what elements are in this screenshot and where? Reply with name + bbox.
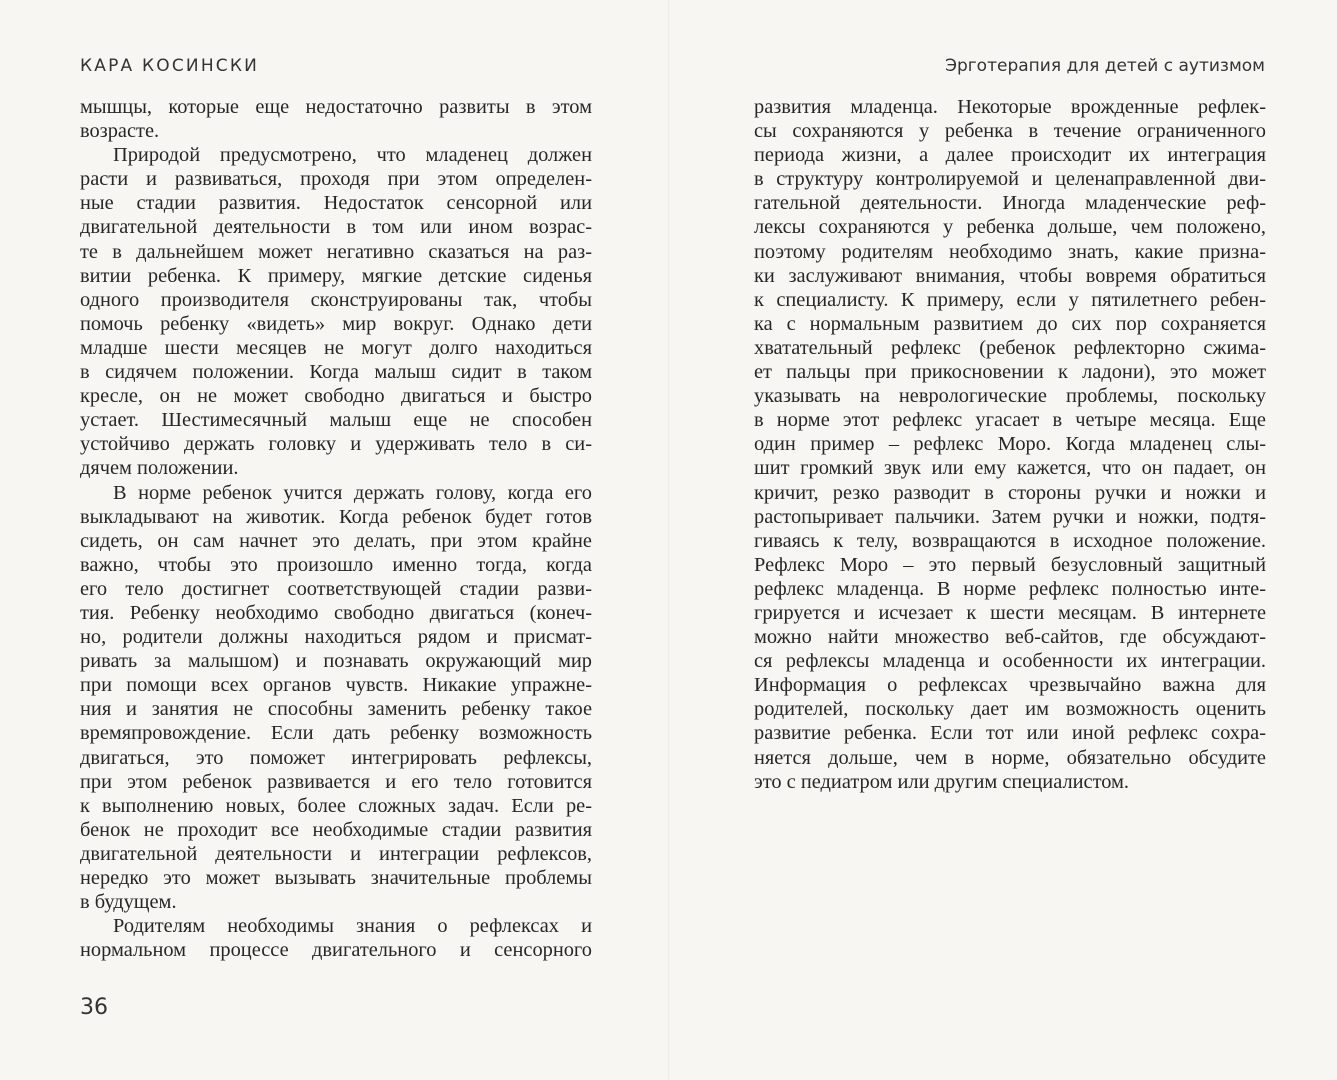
text-line: возрасте. [80, 120, 160, 143]
text-line: рефлекс младенца. В норме рефлекс полностью инте- [754, 577, 1266, 600]
text-line: сидеть, он сам начнет это делать, при этом крайне [80, 529, 592, 552]
text-line: один пример – рефлекс Моро. Когда младенец слы- [754, 433, 1266, 456]
text-line: витии ребенка. К примеру, мягкие детские сиденья [80, 264, 592, 287]
text-line: поэтому родителям необходимо знать, какие призна- [754, 240, 1266, 263]
text-line: двигательной деятельности в том или ином возрас- [80, 216, 592, 239]
text-line: мышцы, которые еще недостаточно развиты в этом [80, 96, 592, 118]
text-line: можно найти множество веб-сайтов, где обсуждают- [754, 626, 1266, 649]
left-page-text [80, 95, 592, 962]
text-line: лексы сохраняются у ребенка дольше, чем положено, [754, 216, 1266, 239]
text-line: периода жизни, а далее происходит их интеграция [754, 144, 1266, 167]
text-line: к специалисту. К примеру, если у пятилетнего ребен- [754, 288, 1266, 311]
text-line: в структуру контролируемой и целенаправленной дви- [754, 168, 1266, 191]
text-line: грируется и исчезает к шести месяцам. В интернете [754, 601, 1266, 624]
text-line: кресле, он не может свободно двигаться и быстро [80, 385, 592, 408]
text-line: ки заслуживают внимания, чтобы вовремя обратиться [754, 264, 1266, 287]
text-line: нередко это может вызывать значительные проблемы [80, 867, 592, 889]
text-line: Родителям необходимы знания о рефлексах и [113, 915, 592, 938]
text-line: развития младенца. Некоторые врожденные рефлек- [754, 96, 1266, 118]
text-line: выкладывают на животик. Когда ребенок будет готов [80, 505, 592, 528]
text-line: в сидячем положении. Когда малыш сидит в таком [80, 361, 592, 384]
text-line: его тело достигнет соответствующей стадии разви- [80, 577, 592, 600]
text-line: ривать за малышом) и познавать окружающий мир [80, 650, 592, 673]
text-line: Информация о рефлексах чрезвычайно важна для [754, 674, 1266, 697]
page-gutter [668, 0, 670, 1080]
text-line: ные стадии развития. Недостаток сенсорной или [80, 192, 592, 215]
text-line: к выполнению новых, более сложных задач. Если ре- [80, 794, 592, 817]
text-line: растопыривает пальчики. Затем ручки и ножки, подтя- [754, 505, 1266, 528]
text-line: расти и развиваться, проходя при этом определен- [80, 168, 592, 191]
text-line: кричит, резко разводит в стороны ручки и ножки и [754, 481, 1266, 504]
text-line: важно, чтобы это произошло именно тогда, когда [80, 553, 592, 576]
text-line: шит громкий звук или ему кажется, что он падает, он [754, 457, 1266, 480]
text-line: гиваясь к телу, возвращаются в исходное положение. [754, 529, 1266, 552]
text-line: бенок не проходит все необходимые стадии развития [80, 818, 592, 841]
text-line: сы сохраняются у ребенка в течение ограниченного [754, 120, 1266, 143]
running-head-author: КАРА КОСИНСКИ [80, 56, 260, 76]
text-line: при этом ребенок развивается и его тело готовится [80, 770, 592, 793]
text-line: но, родители должны находиться рядом и присмат- [80, 626, 592, 649]
text-line: в будущем. [80, 891, 177, 914]
text-line: тия. Ребенку необходимо свободно двигаться (конеч- [80, 601, 592, 624]
text-line: в норме этот рефлекс угасает в четыре месяца. Еще [754, 409, 1266, 432]
text-line: хватательный рефлекс (ребенок рефлекторно сжима- [754, 336, 1266, 359]
text-line: гательной деятельности. Иногда младенческие реф- [754, 192, 1266, 215]
text-line: при помощи всех органов чувств. Никакие упражне- [80, 674, 592, 697]
text-line: нормальном процессе двигательного и сенсорного [80, 939, 592, 962]
text-line: те в дальнейшем может негативно сказаться на раз- [80, 240, 592, 263]
text-line: родителей, поскольку дает им возможность оценить [754, 698, 1266, 721]
text-line: младше шести месяцев не могут долго находиться [80, 336, 592, 359]
text-line: устает. Шестимесячный малыш еще не способен [80, 409, 592, 432]
text-line: устойчиво держать головку и удерживать тело в си- [80, 433, 592, 456]
text-line: указывать на неврологические проблемы, поскольку [754, 385, 1266, 408]
text-line: дячем положении. [80, 457, 239, 480]
text-line: ния и занятия не способны заменить ребенку такое [80, 698, 592, 721]
text-line: Рефлекс Моро – это первый безусловный защитный [754, 553, 1266, 576]
text-line: это с педиатром или другим специалистом. [754, 770, 1130, 793]
text-line: времяпровождение. Если дать ребенку возможность [80, 722, 592, 745]
text-line: ка с нормальным развитием до сих пор сохраняется [754, 312, 1266, 335]
text-line: двигаться, это поможет интегрировать рефлексы, [80, 746, 592, 769]
text-line: няется дольше, чем в норме, обязательно обсудите [754, 746, 1266, 769]
text-line: развитие ребенка. Если тот или иной рефлекс сохра- [754, 722, 1266, 745]
text-line: одного производителя сконструированы так, чтобы [80, 288, 592, 311]
text-line: двигательной деятельности и интеграции рефлексов, [80, 842, 592, 865]
page-number: 36 [80, 995, 108, 1020]
text-line: помочь ребенку «видеть» мир вокруг. Однако дети [80, 312, 592, 335]
running-head-title: Эрготерапия для детей с аутизмом [945, 56, 1265, 76]
text-line: В норме ребенок учится держать голову, когда его [113, 481, 592, 504]
text-line: Природой предусмотрено, что младенец должен [113, 144, 592, 167]
text-line: ся рефлексы младенца и особенности их интеграции. [754, 650, 1266, 673]
right-page-text [754, 95, 1266, 794]
text-line: ет пальцы при прикосновении к ладони), это может [754, 361, 1266, 384]
